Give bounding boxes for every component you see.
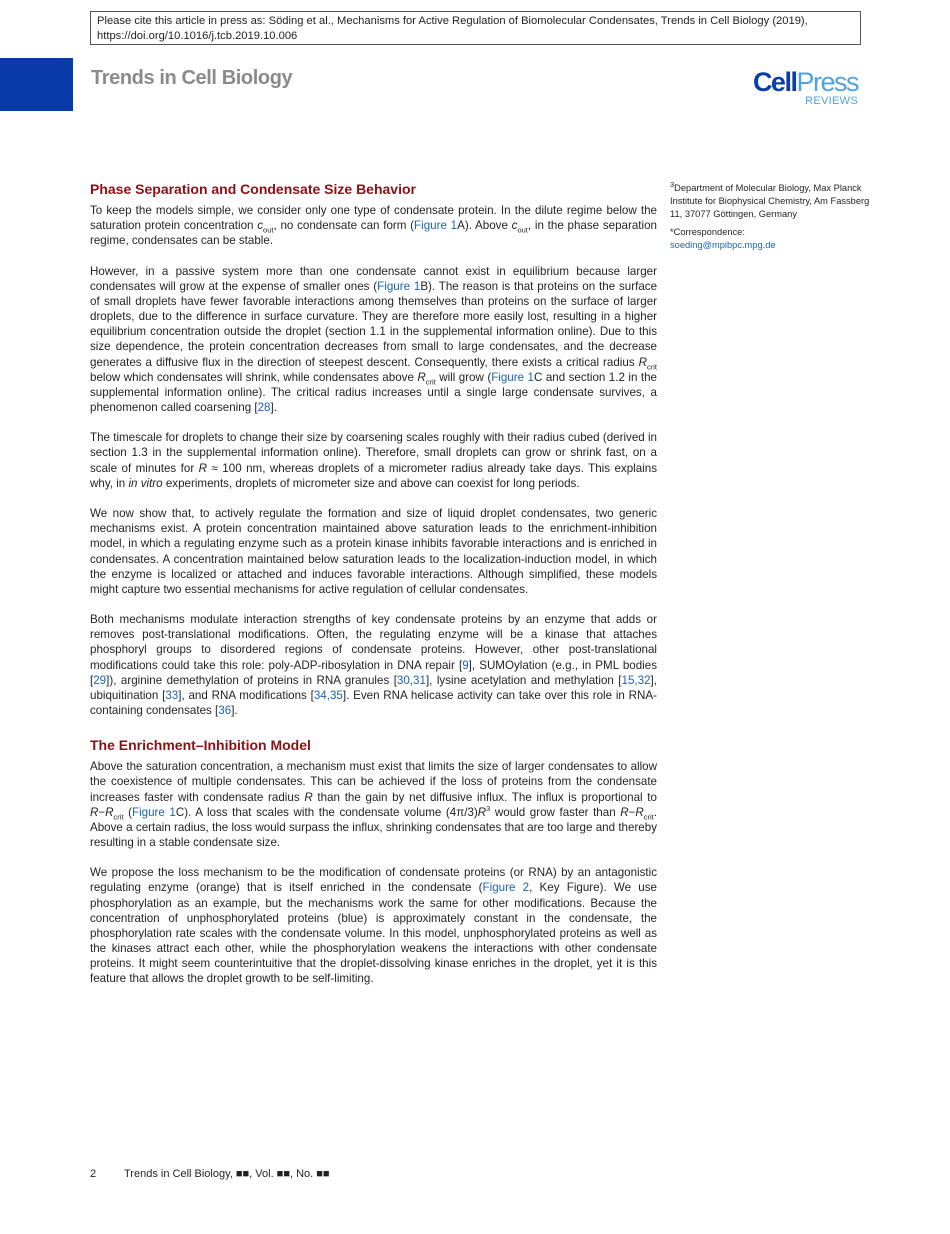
reference-link[interactable]: 9 (462, 658, 469, 672)
affiliation (670, 179, 870, 221)
text-run: − (628, 805, 636, 819)
journal-title: Trends in Cell Biology (91, 67, 293, 89)
citation-box (90, 11, 861, 45)
subscript: out (263, 225, 274, 235)
italic-text: R (477, 805, 487, 819)
body-paragraph (90, 612, 657, 718)
page-number: 2 (90, 1168, 97, 1180)
text-run: ]. Even RNA helicase activity can take over this role in RNA-containing condensates [ (90, 688, 657, 718)
body-paragraph (90, 430, 657, 491)
reference-link[interactable]: 36 (218, 704, 232, 718)
reference-link[interactable]: 15,32 (621, 673, 651, 687)
text-run: , in the phase separation regime, condensates can be stable. (90, 219, 658, 248)
citation-doi[interactable]: https://doi.org/10.1016/j.tcb.2019.10.006 (97, 30, 298, 42)
reference-link[interactable]: Figure 1 (377, 279, 421, 293)
text-run: ], and RNA modifications [ (178, 688, 314, 702)
sidebar-notes (670, 179, 870, 252)
italic-text: R (620, 805, 629, 819)
body-paragraph (90, 506, 657, 597)
body-paragraph (90, 203, 657, 248)
italic-text: c (257, 219, 264, 233)
text-run: will grow ( (435, 370, 492, 384)
text-run: The timescale for droplets to change their size by coarsening scales roughly with their radius cubed (derived in section 1.3 in the supplemental information online). Therefore, small droplets can grow or shrink fast, on a scale of minutes for (90, 431, 657, 475)
text-run: C and section 1.2 in the supplemental information online). The critical radius increases until a single large condensate survives, a phenomenon called coarsening [ (90, 370, 657, 415)
text-run: Above the saturation concentration, a mechanism must exist that limits the size of larger condensates to allow the coexistence of multiple condensates. This can be achieved if the loss of proteins from the condensate increases faster with condensate radius (90, 760, 657, 804)
journal-color-bar (0, 58, 73, 111)
text-run: ]. (231, 704, 238, 718)
reference-link[interactable]: Figure 1 (414, 219, 458, 233)
citation-text: Please cite this article in press as: Söding et al., Mechanisms for Active Regulation of Biomolecular Condensates, Trends in Cell Biology (2019), (97, 15, 808, 27)
reference-link[interactable]: 33 (165, 688, 179, 702)
subscript: crit (425, 377, 436, 387)
cellpress-logo (753, 68, 858, 106)
correspondence-label: *Correspondence: (670, 227, 745, 237)
subscript: crit (647, 361, 657, 371)
body-paragraph (90, 759, 657, 850)
text-run: ], ubiquitination [ (90, 673, 657, 702)
correspondence-email[interactable]: soeding@mpibpc.mpg.de (670, 240, 776, 250)
text-run: . Above a certain radius, the loss would surpass the influx, shrinking condensates that are too large and thereby resulting in a stable condensate size. (90, 805, 657, 850)
text-run: , Key Figure). We use phosphorylation as an example, but the mechanisms work the same for other modifications. Because the concentration of unphosphorylated proteins (blue) is approximately constant in the condensate, the phosphorylation rate scales with the condensate volume. In this model, unphosphorylated proteins as well as the kinases attract each other, while the phosphorylation weakens the interactions with other condensate proteins. It might seem counterintuitive that the droplet-dissolving kinase enriches in the droplet, yet it is this feature that allows the droplet growth to be self-limiting. (90, 881, 658, 986)
reference-link[interactable]: Figure 2 (482, 881, 530, 895)
italic-text: R (105, 805, 114, 819)
reference-link[interactable]: Figure 1 (131, 805, 176, 819)
italic-text: c (511, 219, 518, 233)
text-run: ], lysine acetylation and methylation [ (425, 673, 622, 687)
text-run: ]. (270, 401, 277, 415)
text-run: However, in a passive system more than one condensate cannot exist in equilibrium because larger condensates will grow at the expense of smaller ones ( (90, 264, 657, 293)
text-run: Both mechanisms modulate interaction strengths of key condensate proteins by an enzyme that adds or removes post-translational modifications. Often, the regulating enzyme will be a kinase that attaches phosphoryl groups to disordered regions of condensate proteins. However, other post-translational modifications could take this role: poly-ADP-ribosylation in DNA repair [ (90, 613, 657, 672)
section-heading: The Enrichment–Inhibition Model (90, 737, 311, 754)
italic-text: in vitro (128, 476, 163, 490)
body-paragraph (90, 865, 657, 986)
text-run: , no condensate can form ( (273, 219, 415, 233)
italic-text: R (304, 790, 313, 804)
text-run: B). The reason is that proteins on the surface of small droplets have fewer favorable interactions among themselves than proteins on the surface of larger droplets, due to the difference in surface curvature. They are therefore more easily lost, resulting in a higher equilibrium concentration outside the droplet (section 1.1 in the supplemental information online). Due to this size dependence, the protein concentration decreases from small to large condensates, and the decrease generates a diffusive flux in the direction of steepest descent. Consequently, there exists a critical radius (90, 279, 658, 369)
reference-link[interactable]: 30,31 (396, 673, 426, 687)
reference-link[interactable]: 34,35 (313, 688, 343, 702)
text-run: ( (123, 805, 132, 819)
text-run: ]), arginine demethylation of proteins in RNA granules [ (106, 673, 397, 687)
text-run: We propose the loss mechanism to be the modification of condensate proteins (or RNA) by an antagonistic regulating enzyme (orange) that is itself enriched in the condensate ( (90, 866, 657, 895)
section-heading: Phase Separation and Condensate Size Behavior (90, 181, 416, 197)
subscript: crit (113, 812, 124, 822)
reference-link[interactable]: 29 (93, 673, 107, 687)
text-run: C). A loss that scales with the condensate volume (4π/3) (175, 805, 478, 819)
text-run: would grow faster than (490, 805, 621, 819)
italic-text: R (635, 805, 644, 819)
affiliation-mark: 3 (670, 179, 675, 189)
logo-press: Press (796, 67, 858, 97)
affiliation-text: Department of Molecular Biology, Max Planck Institute for Biophysical Chemistry, Am Fassberg 11, 37077 Göttingen, Germany (670, 183, 870, 219)
italic-text: R (638, 355, 647, 369)
logo-cell: Cell (752, 67, 797, 97)
superscript: 3 (486, 803, 491, 813)
text-run: A). Above (457, 219, 512, 233)
text-run: ], SUMOylation (e.g., in PML bodies [ (90, 658, 658, 687)
italic-text: R (90, 805, 99, 819)
footer-journal: Trends in Cell Biology, ■■, Vol. ■■, No. ■■ (124, 1168, 330, 1180)
text-run: below which condensates will shrink, while condensates above (90, 370, 418, 384)
text-run: To keep the models simple, we consider only one type of condensate protein. In the dilute regime below the saturation protein concentration (90, 204, 657, 233)
reference-link[interactable]: Figure 1 (491, 370, 534, 384)
text-run: − (98, 805, 106, 819)
article-body (90, 180, 657, 1002)
body-paragraph (90, 264, 657, 416)
subscript: crit (643, 812, 654, 822)
logo-reviews: REVIEWS (805, 95, 858, 107)
reference-link[interactable]: 28 (257, 401, 271, 415)
text-run: ≈ 100 nm, whereas droplets of a micrometer radius already take days. This explains why, in (90, 461, 657, 490)
text-run: than the gain by net diffusive influx. The influx is proportional to (312, 790, 657, 804)
subscript: out (517, 225, 528, 235)
text-run: experiments, droplets of micrometer size and above can coexist for long periods. (162, 476, 580, 490)
italic-text: R (417, 370, 426, 384)
italic-text: R (198, 461, 208, 475)
page-footer (90, 1168, 330, 1180)
text-run: We now show that, to actively regulate the formation and size of liquid droplet condensates, two generic mechanisms exist. A protein concentration maintained above saturation leads to the enrichment-inhibition model, in which a regulating enzyme such as a protein kinase inhibits favorable interactions and is enriched in condensates. A concentration maintained below saturation leads to the localization-induction model, in which the enzyme is localized or attached and induces favorable interactions. Although simplified, these models might capture two essential mechanisms for active regulation of cellular condensates. (90, 507, 657, 596)
